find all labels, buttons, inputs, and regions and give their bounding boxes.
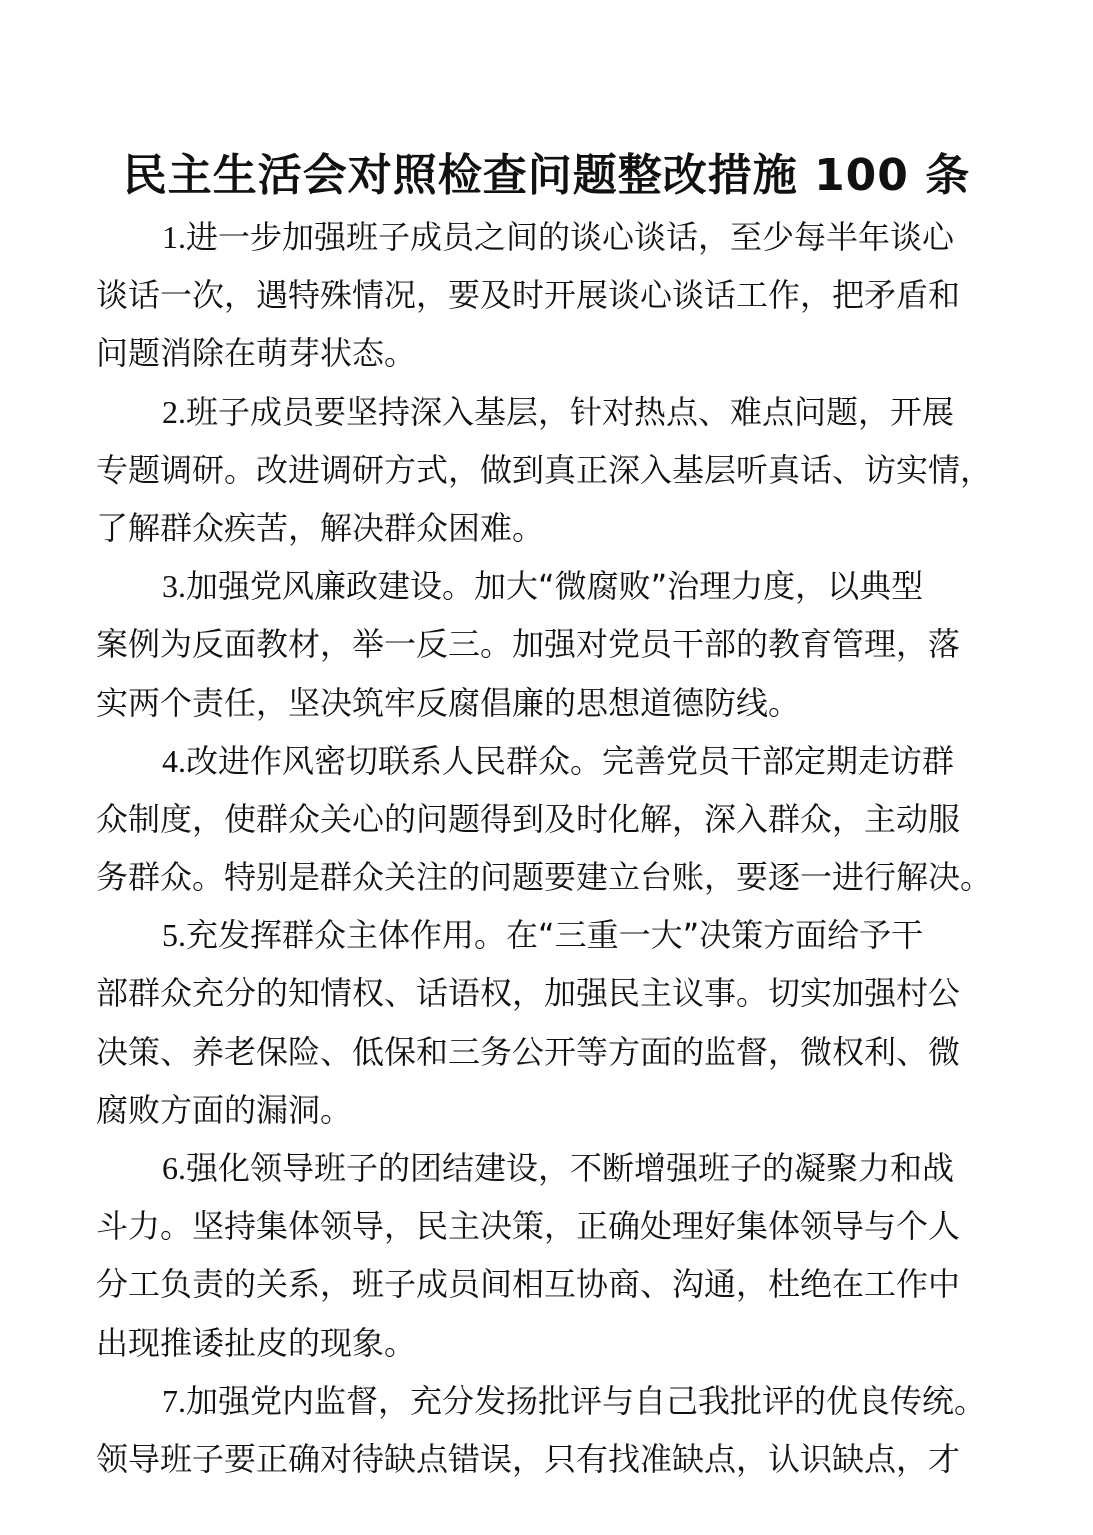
paragraph-line: 2.班子成员要坚持深入基层，针对热点、难点问题，开展 (162, 392, 955, 431)
paragraph-6 (96, 1139, 1036, 1372)
document-title: 民主生活会对照检查问题整改措施 100 条 (122, 150, 971, 201)
paragraph-number: 1. (162, 219, 186, 255)
paragraph-number: 7. (162, 1382, 186, 1419)
paragraph-line: 了解群众疾苦，解决群众困难。 (96, 508, 545, 547)
paragraph-line: 决策、养老保险、低保和三务公开等方面的监督，微权利、微 (96, 1032, 961, 1071)
paragraph-5 (96, 906, 1036, 1139)
paragraph-line: 问题消除在萌芽状态。 (96, 334, 417, 373)
paragraph-4 (96, 732, 1036, 907)
paragraph-line: 6.强化领导班子的团结建设，不断增强班子的凝聚力和战 (162, 1149, 955, 1187)
paragraph-1 (96, 208, 1036, 383)
paragraph-line: 专题调研。改进调研方式，做到真正深入基层听真话、访实情， (96, 450, 993, 489)
paragraph-7 (96, 1372, 1036, 1488)
paragraph-number: 6. (162, 1150, 186, 1186)
paragraph-line: 分工负责的关系，班子成员间相互协商、沟通，杜绝在工作中 (96, 1265, 961, 1304)
paragraph-line: 务群众。特别是群众关注的问题要建立台账，要逐一进行解决。 (96, 858, 993, 897)
paragraph-number: 2. (162, 393, 186, 430)
paragraph-number: 4. (162, 742, 186, 779)
paragraph-line: 1.进一步加强班子成员之间的谈心谈话，至少每半年谈心 (162, 218, 955, 256)
paragraph-number: 5. (162, 917, 186, 954)
paragraph-3 (96, 557, 1036, 732)
paragraph-line: 5.充发挥群众主体作用。在“三重一大”决策方面给予干 (162, 916, 924, 955)
paragraph-line: 谈话一次，遇特殊情况，要及时开展谈心谈话工作，把矛盾和 (96, 276, 961, 315)
paragraph-line: 7.加强党内监督，充分发扬批评与自己我批评的优良传统。 (162, 1381, 987, 1420)
paragraph-line: 腐败方面的漏洞。 (96, 1090, 353, 1129)
paragraph-number: 3. (162, 568, 186, 605)
paragraph-line: 斗力。坚持集体领导，民主决策，正确处理好集体领导与个人 (96, 1207, 961, 1246)
paragraph-line: 实两个责任，坚决筑牢反腐倡廉的思想道德防线。 (96, 683, 801, 722)
paragraph-line: 4.改进作风密切联系人民群众。完善党员干部定期走访群 (162, 741, 955, 780)
paragraph-line: 案例为反面教材，举一反三。加强对党员干部的教育管理，落 (96, 625, 961, 664)
paragraph-line: 3.加强党风廉政建设。加大“微腐败”治理力度，以典型 (162, 567, 924, 606)
document-body (96, 208, 1036, 1488)
paragraph-line: 领导班子要正确对待缺点错误，只有找准缺点，认识缺点，才 (96, 1439, 961, 1478)
paragraph-line: 众制度，使群众关心的问题得到及时化解，深入群众，主动服 (96, 799, 961, 838)
paragraph-line: 部群众充分的知情权、话语权，加强民主议事。切实加强村公 (96, 974, 961, 1013)
paragraph-line: 出现推诿扯皮的现象。 (96, 1323, 417, 1362)
paragraph-2 (96, 383, 1036, 558)
